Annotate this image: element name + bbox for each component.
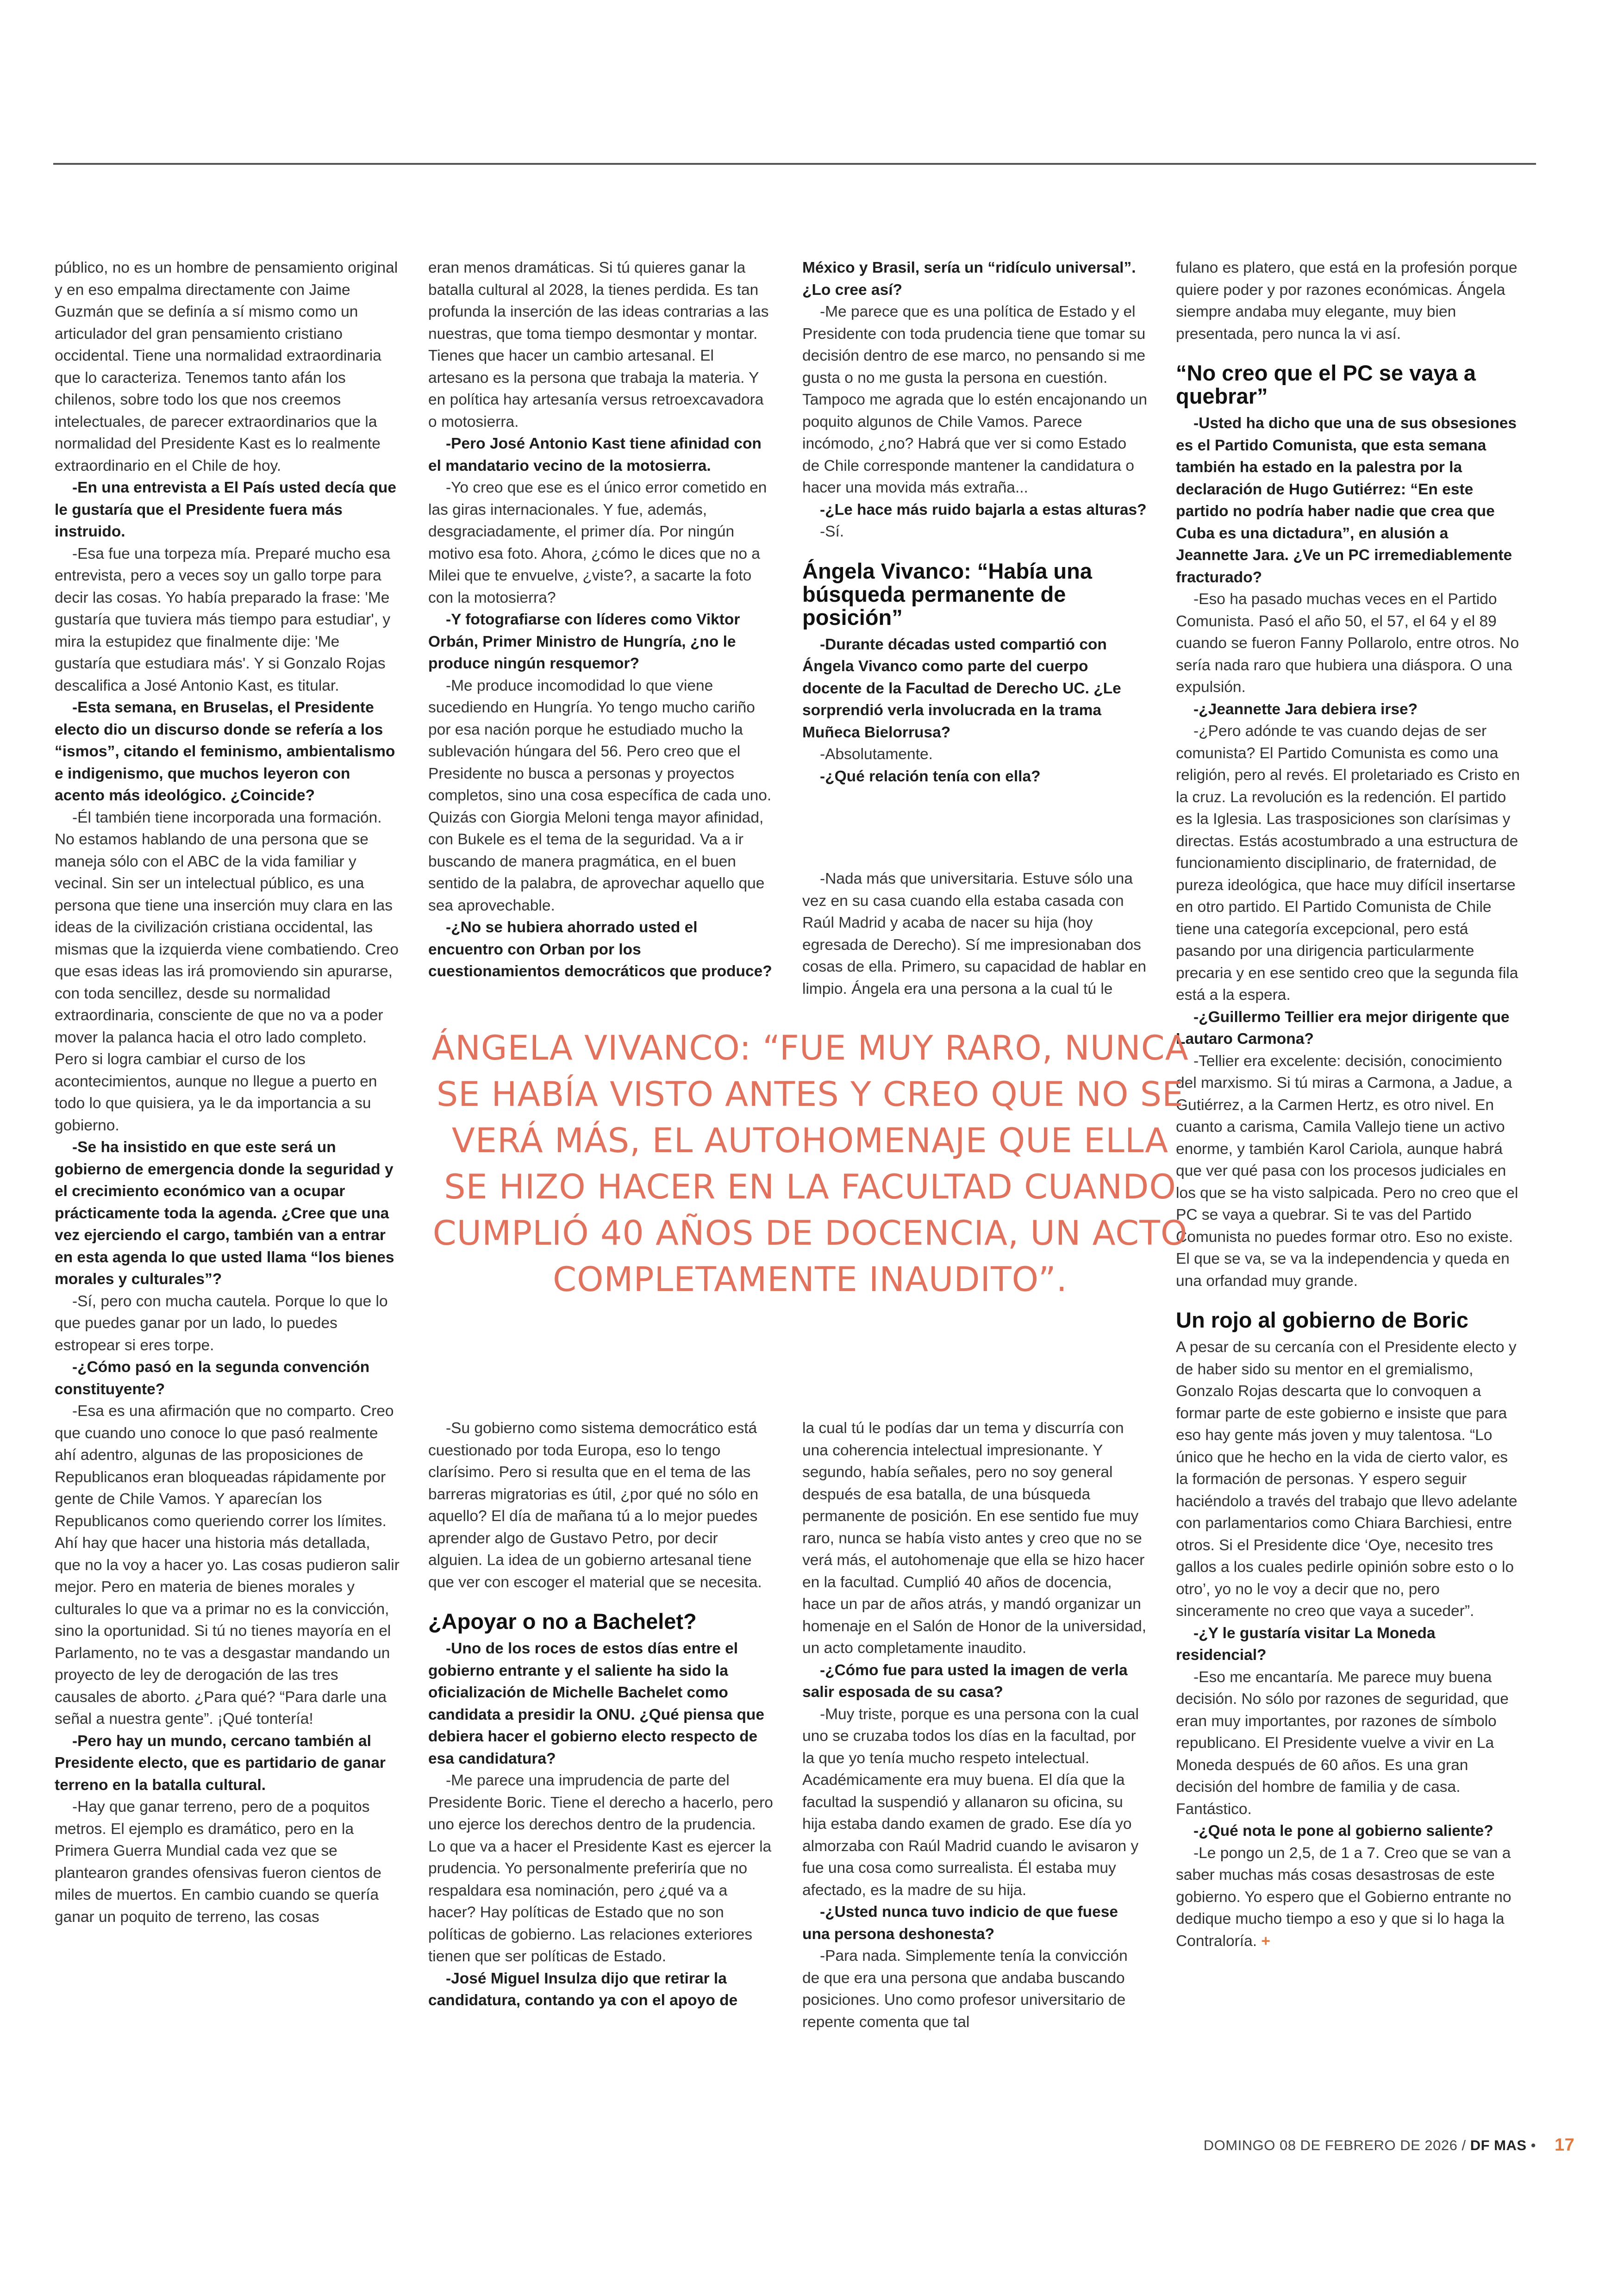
question: -¿Y le gustaría visitar La Moneda residencial?: [1176, 1624, 1436, 1664]
answer: -Sí.: [820, 523, 844, 540]
section-heading: Un rojo al gobierno de Boric: [1176, 1308, 1468, 1332]
question: -¿Jeannette Jara debiera irse?: [1193, 700, 1418, 718]
question: -En una entrevista a El País usted decía que le gustaría que el Presidente fuera más instruido.: [55, 479, 397, 540]
answer: -Su gobierno como sistema democrático está cuestionado por toda Europa, eso lo tengo clarísimo. Pero si resulta que en el tema de las barreras migratorias es útil, ¿por qué no sólo en aquello? El día de mañana tú a lo mejor puedes aprender algo de Gustavo Petro, por decir alguien. La idea de un gobierno artesanal tiene que ver con escoger el material que se necesita.: [428, 1420, 762, 1591]
answer: -Absolutamente.: [820, 746, 933, 763]
question: -¿Cómo pasó en la segunda convención constituyente?: [55, 1359, 370, 1398]
column-2: [428, 257, 773, 983]
answer: -¿Pero adónde te vas cuando dejas de ser comunista? El Partido Comunista es como una religión, pero al revés. El proletariado es Cristo en la cruz. La revolución es la redención. El partido es la Iglesia. Las trasposiciones son clarísimas y directas. Estás acostumbrado a una estructura de funcionamiento disciplinario, de fraternidad, de pureza ideológica, que hace muy difícil insertarse en otro partido. El Partido Comunista de Chile tiene una categoría excepcional, pero está pasando por una dirigencia particularmente precaria y en ese sentido creo que la segunda fila está a la espera.: [1176, 723, 1520, 1004]
paragraph: eran menos dramáticas. Si tú quieres ganar la batalla cultural al 2028, la tienes perdida. Es tan profunda la inserción de las ideas contrarias a las nuestras, que toma tiempo desmontar y montar. Tienes que hacer un cambio artesanal. El artesano es la persona que trabaja la materia. Y en política hay artesanía versus retroexcavadora o motosierra.: [428, 259, 769, 430]
question: -Durante décadas usted compartió con Ángela Vivanco como parte del cuerpo docente de la Facultad de Derecho UC. ¿Le sorprendió verla involucrada en la trama Muñeca Bielorrusa?: [802, 636, 1121, 741]
answer: -Nada más que universitaria. Estuve sólo una vez en su casa cuando ella estaba casada con Raúl Madrid y acaba de nacer su hija (hoy egresada de Derecho). Sí me impresionaban dos cosas de ella. Primero, su capacidad de hablar en limpio. Ángela era una persona a la cual tú le: [802, 870, 1147, 998]
column-3-lower: [802, 1417, 1147, 2033]
answer: -Esa es una afirmación que no comparto. Creo que cuando uno conoce lo que pasó realmente ahí adentro, algunas de las proposiciones de Republicanos eran bloqueadas rápidamente por gente de Chile Vamos. Y aparecían los Republicanos como queriendo correr los límites. Ahí hay que hacer una historia más detallada, que no la voy a hacer yo. Las cosas pudieron salir mejor. Pero en materia de bienes morales y culturales lo que va a primar no es la convicción, sino la oportunidad. Si tú no tienes mayoría en el Parlamento, no te vas a desgastar mandando un proyecto de ley de derogación de las tres causales de aborto. ¿Para qué? “Para darle una señal a nuestra gente”. ¡Qué tontería!: [55, 1403, 400, 1727]
question: -¿Qué nota le pone al gobierno saliente?: [1193, 1822, 1493, 1840]
question: -Pero José Antonio Kast tiene afinidad con el mandatario vecino de la motosierra.: [428, 435, 762, 474]
question: -Uno de los roces de estos días entre el gobierno entrante y el saliente ha sido la oficialización de Michelle Bachelet como candidata a presidir la ONU. ¿Qué piensa que debiera hacer el gobierno electo respecto de esa candidatura?: [428, 1640, 765, 1767]
answer: -Me produce incomodidad lo que viene sucediendo en Hungría. Yo tengo mucho cariño por esa nación porque he estudiado mucho la sublevación húngara del 56. Pero creo que el Presidente no busca a personas y proyectos completos, sino una cosa específica de cada uno. Quizás con Giorgia Meloni tenga mayor afinidad, con Bukele es el tema de la seguridad. Va a ir buscando de manera pragmática, en el buen sentido de la palabra, de aprovechar aquello que sea aprovechable.: [428, 677, 772, 914]
section-heading: Ángela Vivanco: “Había una búsqueda permanente de posición”: [802, 558, 1092, 630]
column-1: [55, 257, 400, 1928]
answer: -Me parece una imprudencia de parte del Presidente Boric. Tiene el derecho a hacerlo, pero uno ejerce los derechos dentro de la prudencia. Lo que va a hacer el Presidente Kast es ejercer la prudencia. Yo personalmente preferiría que no respaldara esa nominación, pero ¿qué va a hacer? Hay políticas de Estado que no son políticas de gobierno. Las relaciones exteriores tienen que ser políticas de Estado.: [428, 1772, 773, 1965]
question: -Esta semana, en Bruselas, el Presidente electo dio un discurso donde se refería a los “ismos”, citando el feminismo, ambientalismo e indigenismo, que muchos leyeron con acento más ideológico. ¿Coincide?: [55, 699, 395, 804]
question: -¿Guillermo Teillier era mejor dirigente que Lautaro Carmona?: [1176, 1008, 1510, 1048]
section-heading: ¿Apoyar o no a Bachelet?: [428, 1609, 697, 1634]
column-4: [1176, 257, 1521, 1952]
question: -José Miguel Insulza dijo que retirar la candidatura, contando ya con el apoyo de: [428, 1970, 738, 2009]
paragraph: A pesar de su cercanía con el Presidente electo y de haber sido su mentor en el gremialismo, Gonzalo Rojas descarta que lo convoquen a formar parte de este gobierno e insiste que para eso hay gente más joven y muy talentosa. “Lo único que he hecho en la vida de cierto valor, es la formación de personas. Y espero seguir haciéndolo a través del trabajo que llevo adelante con parlamentarios como Chiara Barchiesi, entre otros. Si el Presidente dice ‘Oye, necesito tres gallos a los cuales pedirle opinión sobre esto o lo otro’, yo no le voy a decir que no, pero sinceramente no creo que vaya a suceder”.: [1176, 1339, 1518, 1620]
answer-text: -Le pongo un 2,5, de 1 a 7. Creo que se van a saber muchas más cosas desastrosas de este gobierno. Yo espero que el Gobierno entrante no dedique mucho tiempo a eso y que si lo haga la Contraloría.: [1176, 1844, 1512, 1950]
answer: -Tellier era excelente: decisión, conocimiento del marxismo. Si tú miras a Carmona, a Jadue, a Gutiérrez, a la Carmen Hertz, es otro nivel. En cuanto a carisma, Camila Vallejo tiene un activo enorme, y también Karol Cariola, aunque habrá que ver qué pasa con los procesos judiciales en los que se ha visto salpicada. Pero no creo que el PC se vaya a quebrar. Si te vas del Partido Comunista no puedes formar otro. Eso no existe. El que se va, se va la independencia y queda en una orfandad muy grande.: [1176, 1052, 1518, 1290]
footer-magazine: DF MAS: [1470, 2137, 1527, 2153]
end-mark-icon: +: [1261, 1932, 1270, 1950]
paragraph: público, no es un hombre de pensamiento original y en eso empalma directamente con Jaime Guzmán que se definía a sí mismo como un articulador del gran pensamiento cristiano occidental. Tiene una normalidad extraordinaria que lo caracteriza. Tenemos tanto afán los chilenos, sobre todo los que nos creemos intelectuales, de parecer extraordinarios que la normalidad del Presidente Kast es lo realmente extraordinario en el Chile de hoy.: [55, 259, 398, 474]
answer: -Sí, pero con mucha cautela. Porque lo que lo que puedes ganar por un lado, lo puedes estropear si eres torpe.: [55, 1292, 388, 1354]
question: -¿Cómo fue para usted la imagen de verla salir esposada de su casa?: [802, 1661, 1128, 1701]
paragraph: fulano es platero, que está en la profesión porque quiere poder y por razones económicas. Ángela siempre andaba muy elegante, muy bien presentada, pero nunca la vi así.: [1176, 259, 1518, 343]
question: -Y fotografiarse con líderes como Viktor Orbán, Primer Ministro de Hungría, ¿no le produce ningún resquemor?: [428, 611, 740, 672]
top-divider: [53, 163, 1536, 165]
question: México y Brasil, sería un “ridículo universal”. ¿Lo cree así?: [802, 259, 1136, 299]
pull-quote: ÁNGELA VIVANCO: “FUE MUY RARO, NUNCA SE HABÍA VISTO ANTES Y CREO QUE NO SE VERÁ MÁS, EL AUTOHOMENAJE QUE ELLA SE HIZO HACER EN LA FACULTAD CUANDO CUMPLIÓ 40 AÑOS DE DOCENCIA, UN ACTO COMPLETAMENTE INAUDITO”.: [431, 1029, 1189, 1299]
question: -¿Qué relación tenía con ella?: [820, 767, 1041, 785]
section-heading: “No creo que el PC se vaya a quebrar”: [1176, 361, 1476, 408]
answer: -Eso ha pasado muchas veces en el Partido Comunista. Pasó el año 50, el 57, el 64 y el 89 cuando se fueron Fanny Pollarolo, entre otros. No sería nada raro que hubiera una diáspora. O una expulsión.: [1176, 591, 1519, 696]
question: -¿Usted nunca tuvo indicio de que fuese una persona deshonesta?: [802, 1903, 1118, 1943]
answer: -Yo creo que ese es el único error cometido en las giras internacionales. Y fue, además, desgraciadamente, el primer día. Por ningún motivo esa foto. Ahora, ¿cómo le dices que no a Milei que te envuelve, ¿viste?, a sacarte la foto con la motosierra?: [428, 479, 767, 606]
column-2-lower: [428, 1417, 773, 2012]
footer-bullet: •: [1530, 2137, 1536, 2153]
page-number: 17: [1555, 2135, 1575, 2155]
answer: -Esa fue una torpeza mía. Preparé mucho esa entrevista, pero a veces soy un gallo torpe para decir las cosas. Yo había preparado la frase: 'Me gustaría que tuviera más tiempo para estudiar', y mira la estupidez que finalmente dije: 'Me gustaría que estudiara más'. Y si Gonzalo Rojas descalifica a José Antonio Kast, es titular.: [55, 545, 391, 694]
footer-date: DOMINGO 08 DE FEBRERO DE 2026 /: [1203, 2137, 1466, 2153]
answer: -Muy triste, porque es una persona con la cual uno se cruzaba todos los días en la facultad, por la que yo tenía mucho respeto intelectual. Académicamente era muy buena. El día que la facultad la suspendió y allanaron su oficina, su hija estaba dando examen de grado. Ese día yo almorzaba con Raúl Madrid cuando le avisaron y fue una cosa como surrealista. Él estaba muy afectado, es la madre de su hija.: [802, 1705, 1139, 1899]
question: -¿No se hubiera ahorrado usted el encuentro con Orban por los cuestionamientos democráticos que produce?: [428, 919, 772, 980]
question: -Pero hay un mundo, cercano también al Presidente electo, que es partidario de ganar terreno en la batalla cultural.: [55, 1732, 386, 1794]
question: -Usted ha dicho que una de sus obsesiones es el Partido Comunista, que esta semana también ha estado en la palestra por la declaración de Hugo Gutiérrez: “En este partido no podría haber nadie que crea que Cuba es una dictadura”, en alusión a Jeannette Jara. ¿Ve un PC irremediablemente fracturado?: [1176, 415, 1517, 586]
question: -¿Le hace más ruido bajarla a estas alturas?: [820, 501, 1147, 518]
answer: -Para nada. Simplemente tenía la convicción de que era una persona que andaba buscando posiciones. Uno como profesor universitario de repente comenta que tal: [802, 1947, 1128, 2031]
page-footer: [1203, 2135, 1575, 2155]
question: -Se ha insistido en que este será un gobierno de emergencia donde la seguridad y el crecimiento económico van a ocupar prácticamente toda la agenda. ¿Cree que una vez ejerciendo el cargo, también van a entrar en esta agenda lo que usted llama “los bienes morales y culturales”?: [55, 1139, 394, 1288]
paragraph: la cual tú le podías dar un tema y discurría con una coherencia intelectual impresionante. Y segundo, había señales, pero no soy general después de esa batalla, de una búsqueda permanente de posición. En ese sentido fue muy raro, nunca se había visto antes y creo que no se verá más, el autohomenaje que ella se hizo hacer en la facultad. Cumplió 40 años de docencia, hace un par de años atrás, y mandó organizar un homenaje en el Salón de Honor de la universidad, un acto completamente inaudito.: [802, 1420, 1147, 1657]
answer: -Eso me encantaría. Me parece muy buena decisión. No sólo por razones de seguridad, que eran muy importantes, por razones de símbolo republicano. El Presidente vuelve a vivir en La Moneda después de 60 años. Es una gran decisión del hombre de familia y de casa. Fantástico.: [1176, 1668, 1509, 1818]
answer: [1176, 1842, 1521, 1952]
column-3-mid: [802, 868, 1147, 1002]
column-3: [802, 257, 1147, 787]
answer: -Hay que ganar terreno, pero de a poquitos metros. El ejemplo es dramático, pero en la Primera Guerra Mundial cada vez que se plantearon grandes ofensivas fueron cientos de miles de muertos. En cambio cuando se quería ganar un poquito de terreno, las cosas: [55, 1798, 381, 1926]
answer: -Él también tiene incorporada una formación. No estamos hablando de una persona que se maneja sólo con el ABC de la vida familiar y vecinal. Sin ser un intelectual público, es una persona que tiene una inserción muy clara en las ideas de la civilización cristiana occidental, las mismas que la izquierda viene combatiendo. Creo que esas ideas las irá promoviendo sin apurarse, con toda sencillez, desde su normalidad extraordinaria, consciente de que no va a poder mover la palanca hacia el otro lado completo. Pero si logra cambiar el curso de los acontecimientos, aunque no llegue a puerto en todo lo que quisiera, ya le da importancia a su gobierno.: [55, 809, 399, 1134]
answer: -Me parece que es una política de Estado y el Presidente con toda prudencia tiene que tomar su decisión dentro de ese marco, no pensando si me gusta o no me gusta la persona en cuestión. Tampoco me agrada que lo estén encajonando un poquito algunos de Chile Vamos. Parece incómodo, ¿no? Habrá que ver si como Estado de Chile corresponde mantener la candidatura o hacer una movida más extraña...: [802, 303, 1147, 496]
